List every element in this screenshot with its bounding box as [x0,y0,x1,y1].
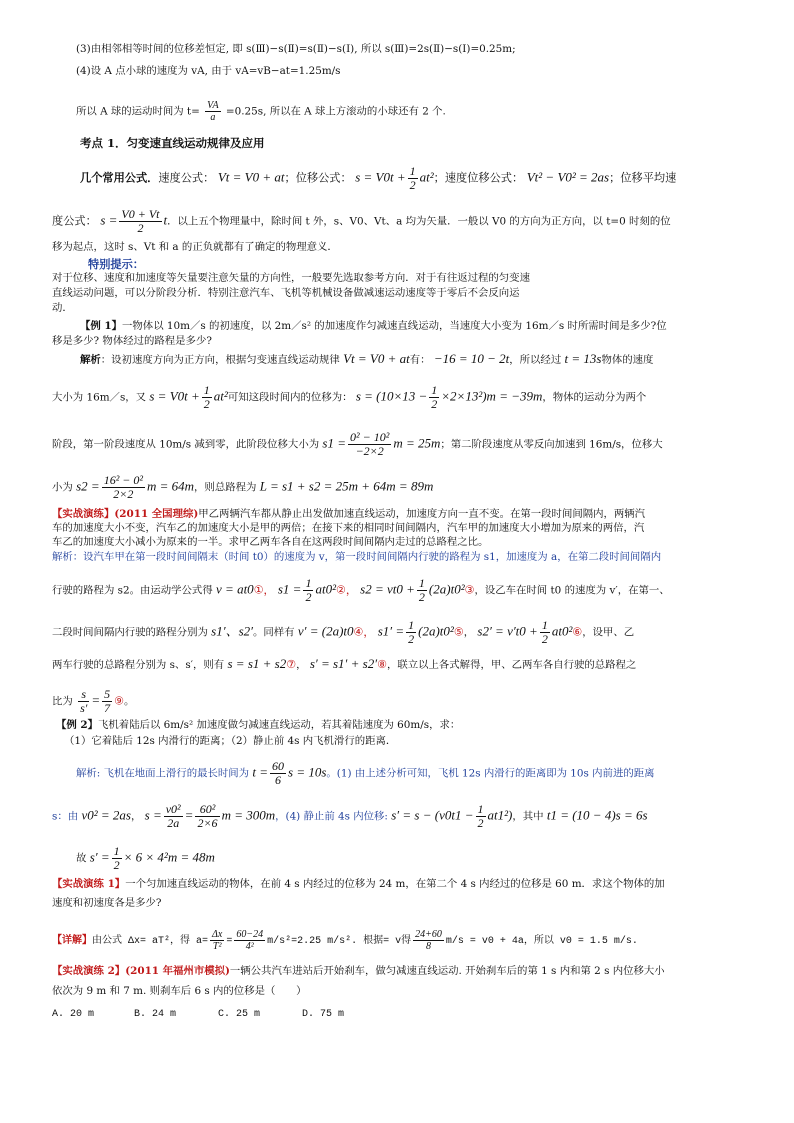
formula-line [52,474,433,501]
formula-line [52,431,663,458]
formula: m = 25m [393,435,441,451]
text-span: ，联立以上各式解得，甲、乙两车各自行驶的总路程之 [386,659,637,671]
text-span: 一辆公共汽车进站后开始刹车，做匀减速直线运动. 开始刹车后的第 1 s 内和第 2 s 内位移大小 [229,965,665,977]
formula: Vt = V0 + at [343,351,410,366]
text-line: 车的加速度大小不变，汽车乙的加速度大小是甲的两倍；在接下来的相同时间间隔内，汽车甲的加速度大小增加为原来的两倍，汽 [52,522,645,534]
formula: s2′ = v′t0 + [477,623,538,639]
fraction [102,688,112,715]
formula: × 6 × 4²m = 48m [123,849,215,865]
text-span: 阶段，第一阶段速度从 10m/s 减到零，此阶段位移大小为 [52,438,320,451]
text-span: ，所以经过 [509,354,562,366]
text-line [52,507,645,521]
fraction [417,577,427,604]
text-span: 几个常用公式． [80,170,159,185]
text-line: 车乙的加速度大小减小为原来的一半。求甲乙两车各自在这两段时间间隔内走过的总路程之比。 [52,536,489,548]
formula: at1²) [487,807,513,823]
denominator: 2 [113,858,120,872]
text-span: 大小为 16m／s，又 [52,391,147,404]
formula: s1 = [277,581,302,597]
denominator: 2 [408,632,415,646]
equation-number: ⑥ [572,625,583,639]
text-line [76,100,446,123]
formula: s′ = [89,849,110,865]
text-line: 动． [52,302,73,314]
text-span: ；速度位移公式： [433,171,524,185]
text-span: ， [296,659,307,671]
text-line: 速度和初速度各是多少? [52,897,162,909]
equation-number: ⑦ [286,658,297,671]
text-span: ，设甲、乙 [582,626,635,639]
practice-label: 【实战演练 1】 [52,878,126,890]
formula: t1 = (10 − 4)s = 6s [546,807,648,823]
text-line: 直线运动问题，可以分阶段分析．特别注意汽车、飞机等机械设备做减速运动速度等于零后不会反向运 [52,287,520,299]
text-span: 行驶的路程为 s2。由运动学公式得 [52,584,213,597]
text-span: =0.25s, 所以在 A 球上方滚动的小球还有 2 个. [225,105,446,118]
fraction [210,929,224,952]
fraction [413,929,444,952]
numerator: 1 [541,618,548,632]
equation-number: ②， [335,583,357,597]
numerator: 1 [203,383,210,397]
text-span: 速度公式： [158,171,215,185]
numerator: Δx [212,929,223,940]
formula: = [184,807,194,823]
formula: s = (10×13 − [355,388,428,404]
fraction [408,165,418,192]
analysis-label: 解析 [80,354,101,366]
denominator: −2×2 [355,444,384,458]
text-line: 移为起点，这时 s、Vt 和 a 的正负就都有了确定的物理意义． [52,241,338,253]
numerator: 1 [431,383,438,397]
denominator: 2×6 [197,816,218,830]
text-span: 得 [401,936,412,948]
denominator: 2 [477,816,484,830]
formula-line [52,657,636,672]
fraction [164,803,183,830]
text-span: ，物体的运动分为两个 [542,391,647,404]
equation-number: ③ [464,583,475,597]
text-span: ；位移公式： [284,171,352,185]
text-span: 。同样有 [252,626,295,639]
text-span: ， [130,810,142,823]
text-span: ， [463,626,475,639]
text-span: 所以 A 球的运动时间为 t= [76,105,200,118]
numerator: 60 [272,759,285,773]
denominator: T² [212,941,222,952]
formula: Vt² − V0² = 2as [526,169,610,185]
text-span: 甲乙两辆汽车都从静止出发做加速直线运动，加速度方向一直不变。在第一段时间间隔内，两辆汽 [198,508,646,520]
text-span: 。 [124,695,135,708]
option-b: B. 24 m [134,1009,177,1020]
detail-label: 【详解】 [52,936,92,948]
denominator: 2 [431,397,438,411]
formula-line [76,845,215,872]
formula: s1′、s2′ [211,623,253,639]
text-span: ，设乙车在时间 t0 的速度为 v′，在第一、 [474,584,670,597]
numerator: V0 + Vt [121,207,160,221]
formula: s = 10s [288,764,327,780]
text-span: 二段时间间隔内行驶的路程分别为 [52,626,208,639]
fraction [234,929,265,952]
text-line [52,877,665,891]
denominator: 2a [167,816,180,830]
numerator: 1 [113,844,120,858]
text-line [56,718,460,732]
fraction [429,384,439,411]
formula: at² [419,169,434,185]
fraction [202,384,212,411]
formula: t [163,212,168,228]
text-span: 两车行驶的总路程分别为 s、s′，则有 [52,659,225,671]
text-line: 对于位移、速度和加速度等矢量要注意矢量的方向性，一般要先选取参考方向．对于有往返过程的匀变速 [52,272,530,284]
formula: m = 64m [146,478,195,494]
formula: s2 = vt0 + [360,581,415,597]
fraction [102,474,145,501]
text-span: = v [383,936,402,948]
text-line: 依次为 9 m 和 7 m. 则刹车后 6 s 内的位移是（ ） [52,985,307,997]
formula: s = [100,212,118,228]
text-span: 。(1) 由上述分析可知，飞机 12s 内滑行的距离即为 10s 内前进的距离 [326,767,655,780]
equation-number: ⑨ [114,694,125,708]
text-span: ；第二阶段速度从零反向加速到 16m/s，位移大 [440,438,663,451]
numerator: 1 [408,618,415,632]
text-line [80,319,667,333]
denominator: s′ [80,701,88,715]
text-span: ，其中 [512,810,544,823]
text-line [52,964,665,978]
text-span: 一物体以 10m／s 的初速度，以 2m／s² 的加速度作匀减速直线运动，当速度大小变为 16m／s 时所需时间是多少?位 [122,320,667,332]
denominator: 2 [137,221,144,235]
formula: v′ = (2a)t0 [297,623,354,639]
text-span: ：设初速度方向为正方向，根据匀变速直线运动规律 [100,354,340,366]
formula-line [52,688,134,715]
formula: s′ = s1′ + s2′ [309,656,378,671]
practice-label: 【实战演练 2】(2011 年福州市模拟) [52,965,230,977]
formula: Vt = V0 + at [217,169,285,185]
text-span: ，则总路程为 [194,481,257,494]
formula: v = at0 [216,581,254,597]
tip-heading: 特别提示： [88,257,144,271]
fraction [195,803,219,830]
formula-line [80,352,653,367]
text-span: 有： [409,354,431,366]
option-a: A. 20 m [52,1009,95,1020]
equation-number: ⑤ [453,625,464,639]
formula: s = V0t + [149,388,200,404]
formula: v0² = 2as [81,807,131,823]
text-span: 度公式： [52,214,97,228]
fraction [303,577,313,604]
example-label: 【例 2】 [56,719,99,731]
formula-line [52,384,646,411]
numerator: 60² [195,803,219,817]
equation-number: ⑧ [377,658,387,671]
text-line: (3)由相邻相等时间的位移差恒定, 即 s(Ⅲ)−s(Ⅱ)=s(Ⅱ)−s(Ⅰ), 所以 s(Ⅲ)=2s(Ⅱ)−s(Ⅰ)=0.25m; [76,43,516,55]
numerator: 5 [104,687,111,701]
fraction [119,208,161,235]
denominator: 7 [104,701,111,715]
formula: (2a)t0² [428,581,465,597]
formula: at² [213,388,228,404]
formula-line [52,577,670,604]
text-span: 一个匀加速直线运动的物体，在前 4 s 内经过的位移为 24 m，在第二个 4 s 内经过的位移是 60 m．求这个物体的加 [125,878,665,890]
fraction [112,845,122,872]
fraction [406,619,416,646]
formula-line [52,803,648,830]
fraction [205,100,220,123]
formula: −16 = 10 − 2t [433,351,510,366]
numerator: 16² − 0² [103,473,143,487]
formula: s = [144,807,162,823]
text-span: 由公式 Δx= aT²，得 a= [92,936,209,948]
equation-number: ④， [353,625,375,639]
fraction [540,619,550,646]
numerator: 1 [418,576,425,590]
denominator: 8 [426,941,431,952]
text-span: 可知这段时间内的位移为： [227,391,353,404]
option-c: C. 25 m [218,1009,261,1020]
fraction [348,431,391,458]
numerator: 60−24 [236,929,264,940]
denominator: 2 [418,590,425,604]
formula: s = V0t + [355,169,406,185]
formula-line [52,619,634,646]
formula-line [52,929,638,952]
text-span: 比为 [52,695,73,708]
formula: ×2×13²)m = −39m [441,388,543,404]
formula: m = 300m [221,807,276,823]
text-line: 解析：设汽车甲在第一段时间间隔末（时间 t0）的速度为 v，第一段时间间隔内行驶的路程为 s1，加速度为 a，在第二段时间间隔内 [52,551,662,563]
text-span: = [226,936,233,948]
text-span: m/s²=2.25 m/s². 根据 [267,936,384,948]
denominator: 2 [203,397,210,411]
denominator: 2×2 [113,487,134,501]
numerator: VA [207,100,219,111]
formula-line [80,165,676,192]
text-span: 物体的速度 [601,354,654,366]
denominator: 2 [409,178,416,192]
formula: s′ = s − (v0t1 − [391,807,474,823]
fraction [270,760,286,787]
numerator: 0² − 10² [350,430,390,444]
text-line: 移是多少? 物体经过的路程是多少? [52,335,212,347]
formula: L = s1 + s2 = 25m + 64m = 89m [259,478,434,494]
example-label: 【例 1】 [80,320,123,332]
formula-line [52,208,671,235]
denominator: 2 [541,632,548,646]
text-span: 解析: 飞机在地面上滑行的最长时间为 [76,767,250,780]
text-span: ．以上五个物理量中，除时间 t 外，s、V0、Vt、a 均为矢量．一般以 V0 的方向为正方向，以 t=0 时刻的位 [167,215,671,228]
formula: at0² [551,623,573,639]
numerator: 1 [409,164,416,178]
option-d: D. 75 m [302,1009,345,1020]
numerator: 24+60 [415,929,442,940]
formula: t = 13s [564,351,602,366]
numerator: v0² [165,802,181,816]
text-span: ，(4) 静止前 4s 内位移: [275,810,388,823]
equation-number: ①， [253,583,275,597]
text-span: s：由 [52,810,79,823]
text-span: ；位移平均速 [609,171,677,185]
denominator: 2 [305,590,312,604]
text-line: (4)设 A 点小球的速度为 vA, 由于 vA=vB−at=1.25m/s [76,65,341,77]
fraction [78,688,89,715]
formula: s1 = [322,435,347,451]
text-line: （1）它着陆后 12s 内滑行的距离；（2）静止前 4s 内飞机滑行的距离． [64,735,397,747]
practice-label: 【实战演练】(2011 全国理综) [52,508,199,520]
formula: s = s1 + s2 [227,656,287,671]
section-heading: 考点 1．匀变速直线运动规律及应用 [80,136,265,150]
formula-line [76,760,655,787]
text-span: 小为 [52,481,73,494]
denominator: 4² [245,941,254,952]
text-span: 飞机着陆后以 6m/s² 加速度做匀减速直线运动，若其着陆速度为 60m/s，求： [98,719,461,731]
formula: s1′ = [377,623,405,639]
formula: (2a)t0² [418,623,454,639]
formula: = [91,692,101,708]
formula: t = [252,764,269,780]
formula: s2 = [76,478,100,494]
fraction [476,803,486,830]
text-span: 故 [76,852,87,865]
numerator: 1 [305,576,312,590]
denominator: 6 [275,773,282,787]
formula: at0² [315,581,336,597]
numerator: 1 [477,802,484,816]
text-span: m/s = v0 + 4a，所以 v0 = 1.5 m/s. [445,936,638,948]
numerator: s [78,688,89,702]
denominator: a [210,112,216,123]
